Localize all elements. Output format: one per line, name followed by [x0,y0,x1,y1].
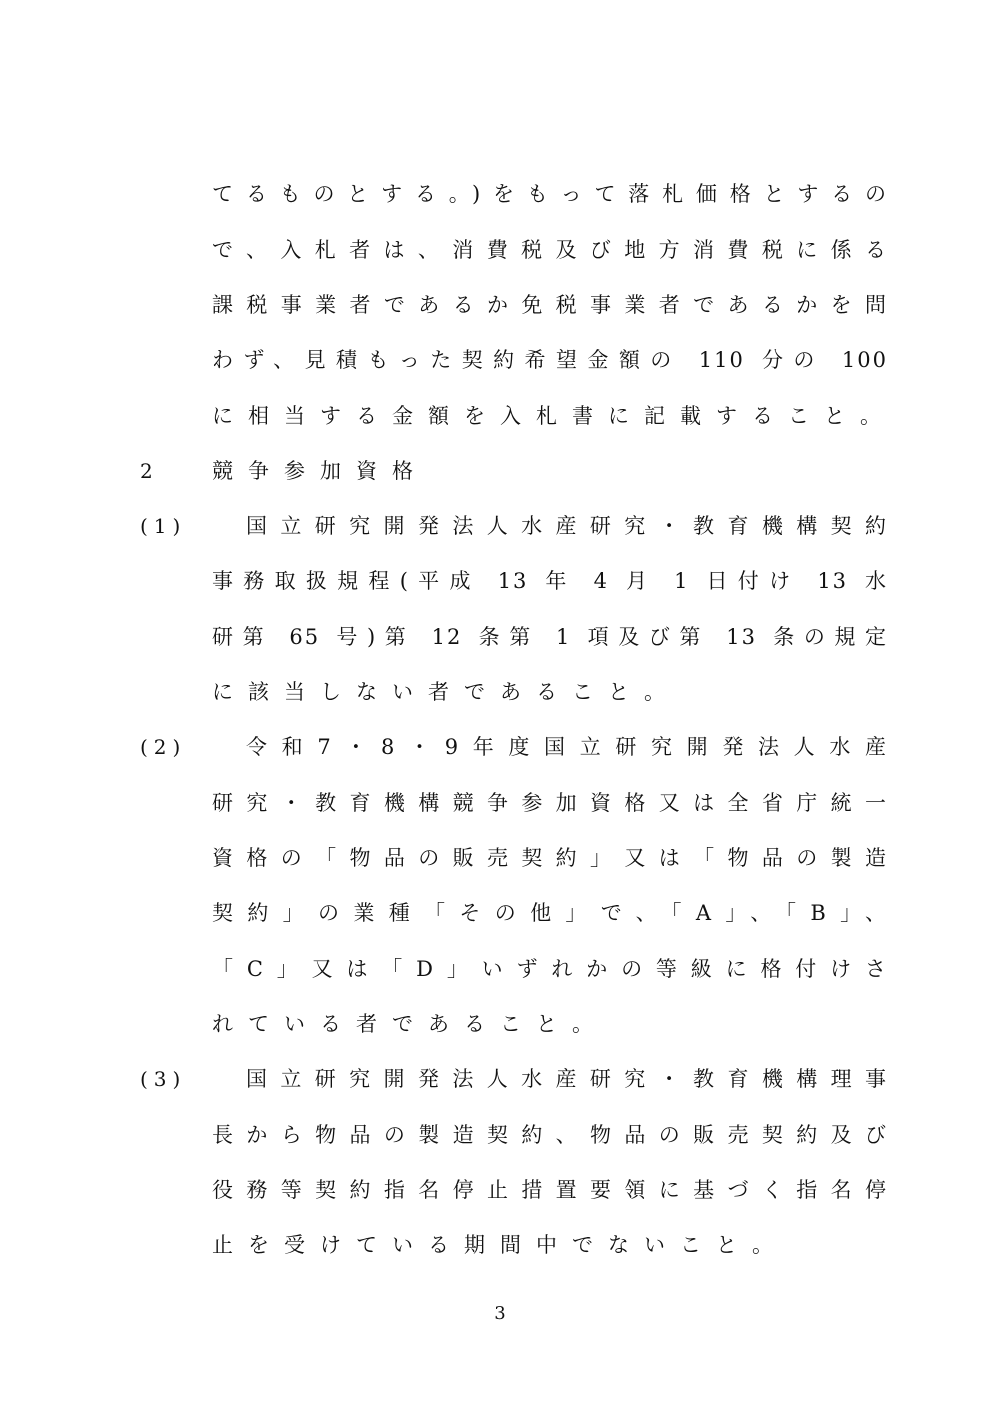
page-number: 3 [494,1303,506,1324]
item-line: 国立研究開発法人水産研究・教育機構契約 [246,514,888,538]
item-line: 長から物品の製造契約、物品の販売契約及び [212,1123,888,1147]
section-number: 2 [140,459,159,483]
item-line: に該当しない者であること。 [212,680,680,704]
item-line: 研第 65 号)第 12 条第 1 項及び第 13 条の規定 [212,625,888,649]
item-line: 「C」又は「D」いずれかの等級に格付けさ [212,957,888,981]
item-line: 令和7・8・9年度国立研究開発法人水産 [246,735,888,759]
item-line: 研究・教育機構競争参加資格又は全省庁統一 [212,791,888,815]
paragraph-line: てるものとする。)をもって落札価格とするの [212,182,888,206]
item-line: れている者であること。 [212,1012,608,1036]
item-line: 止を受けている期間中でないこと。 [212,1233,788,1257]
item-line: 役務等契約指名停止措置要領に基づく指名停 [212,1178,888,1202]
paragraph-line: で、入札者は、消費税及び地方消費税に係る [212,238,888,262]
item-line: 国立研究開発法人水産研究・教育機構理事 [246,1067,888,1091]
section-title: 競争参加資格 [212,459,428,483]
item-line: 事務取扱規程(平成 13 年 4 月 1 日付け 13 水 [212,569,888,593]
item-label: (1) [140,514,187,538]
item-line: 契約」の業種「その他」で、「A」、「B」、 [212,901,888,925]
item-label: (2) [140,735,187,759]
paragraph-line: に相当する金額を入札書に記載すること。 [212,404,896,428]
paragraph-line: わず、見積もった契約希望金額の 110 分の 100 [212,348,888,372]
paragraph-line: 課税事業者であるか免税事業者であるかを問 [212,293,888,317]
item-line: 資格の「物品の販売契約」又は「物品の製造 [212,846,888,870]
item-label: (3) [140,1067,187,1091]
